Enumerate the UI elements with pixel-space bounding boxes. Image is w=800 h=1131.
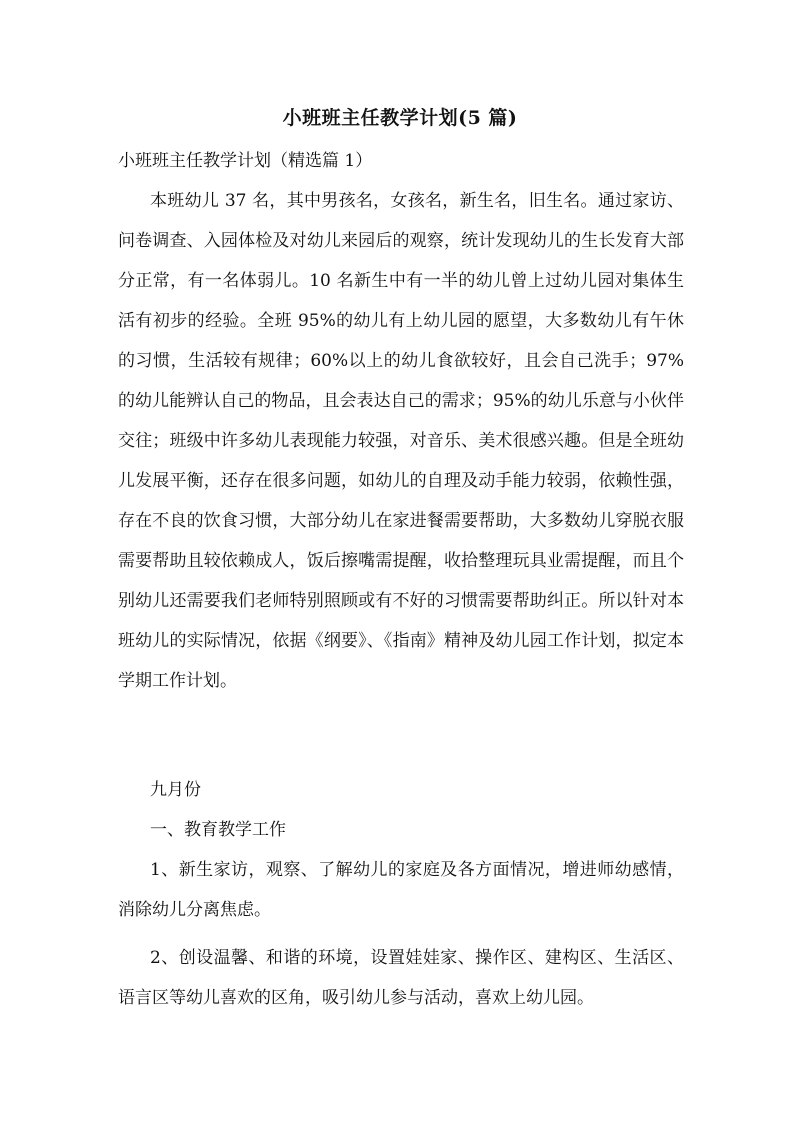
document-title: 小班班主任教学计划(5 篇) (282, 107, 518, 129)
intro-paragraph: 本班幼儿 37 名，其中男孩名，女孩名，新生名，旧生名。通过家访、问卷调查、入园体检及对幼儿来园后的观察，统计发现幼儿的生长发育大部分正常，有一名体弱儿。10 名新生中有一半的幼儿曾上过幼儿园对集体生活有初步的经验。全班 95%的幼儿有上幼儿园的愿望，大多数幼儿有午休的习惯，生活较有规律；60%以上的幼儿食欲较好，且会自己洗手；97%的幼儿能辨认自己的物品，且会表达自己的需求；95%的幼儿乐意与小伙伴交往；班级中许多幼儿表现能力较强，对音乐、美术很感兴趣。但是全班幼儿发展平衡，还存在很多问题，如幼儿的自理及动手能力较弱，依赖性强，存在不良的饮食习惯，大部分幼儿在家进餐需要帮助，大多数幼儿穿脱衣服需要帮助且较依赖成人，饭后擦嘴需提醒，收拾整理玩具业需提醒，而且个别幼儿还需要我们老师特别照顾或有不好的习惯需要帮助纠正。所以针对本班幼儿的实际情况，依据《纲要》、《指南》精神及幼儿园工作计划，拟定本学期工作计划。 (118, 191, 684, 691)
list-item: 2、创设温馨、和谐的环境，设置娃娃家、操作区、建构区、生活区、语言区等幼儿喜欢的区角，吸引幼儿参与活动，喜欢上幼儿园。 (118, 948, 684, 1008)
month-heading: 九月份 (150, 780, 201, 800)
list-item: 1、新生家访，观察、了解幼儿的家庭及各方面情况，增进师幼感情，消除幼儿分离焦虑。 (118, 860, 684, 920)
section-heading: 一、教育教学工作 (150, 820, 286, 840)
document-subtitle: 小班班主任教学计划（精选篇 1） (118, 151, 373, 171)
